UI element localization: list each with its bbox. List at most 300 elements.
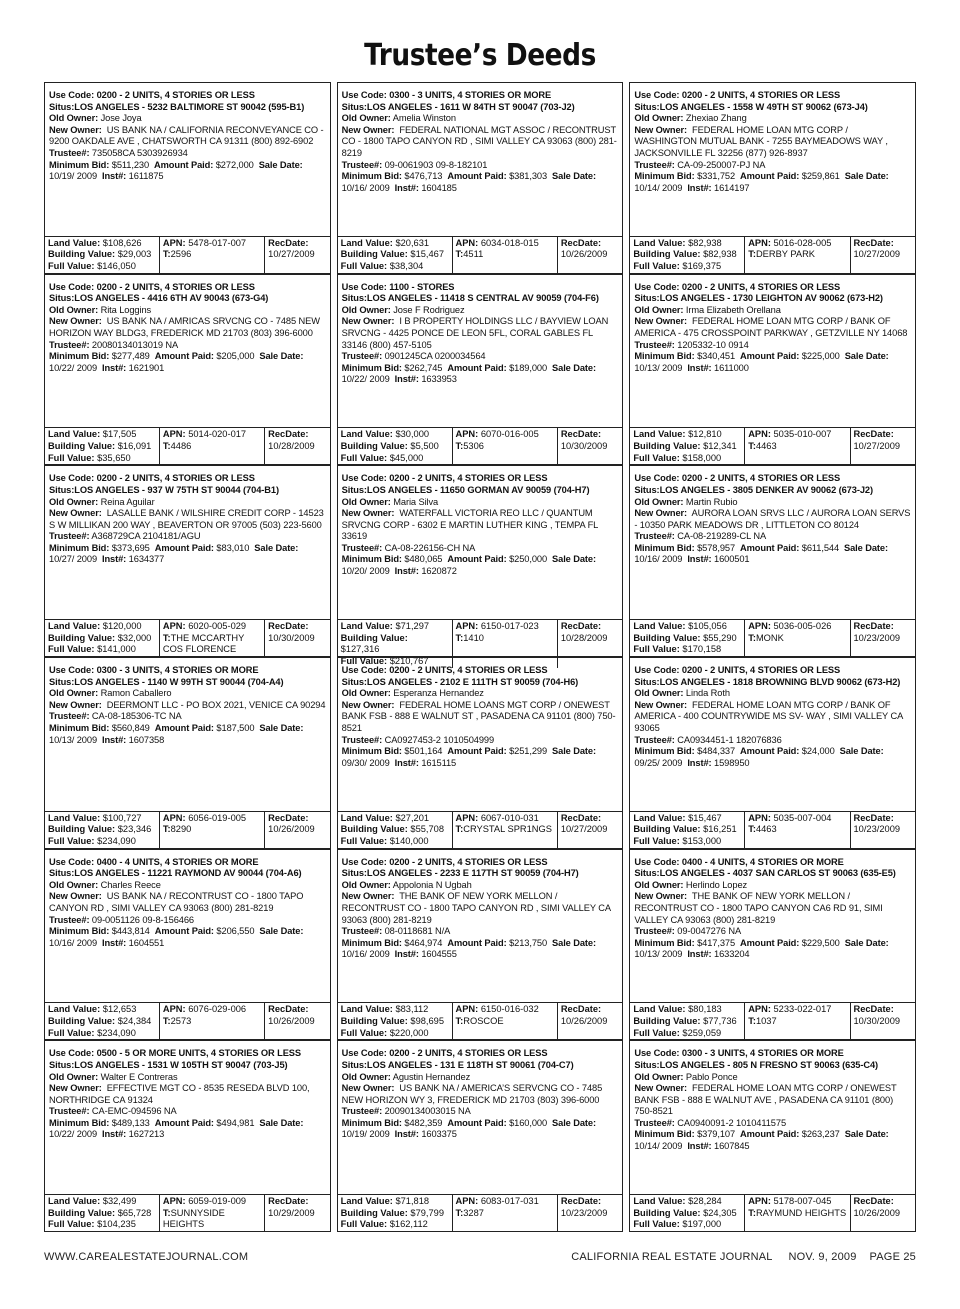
- tract-label: T:: [455, 1207, 464, 1218]
- min-bid-value: $560,849: [111, 722, 150, 733]
- recdate-label: RecDate:: [560, 1004, 602, 1015]
- new-owner-value: FEDERAL HOME LOAN MTG CORP / BANK OF AMERICA - 475 CROSSPOINT PARKWAY , GETZVILLE NY 14068: [634, 316, 908, 339]
- trustee-line: [634, 160, 911, 172]
- amount-paid-label: Amount Paid:: [447, 937, 507, 948]
- situs-line: [634, 293, 911, 305]
- old-owner-label: Old Owner:: [634, 113, 684, 124]
- old-owner-label: Old Owner:: [49, 496, 99, 507]
- full-value: $141,000: [97, 644, 136, 655]
- recdate-column: [850, 428, 915, 465]
- old-owner-value: Appolonia N Ugbah: [392, 879, 472, 890]
- inst-value: 1634377: [128, 554, 165, 565]
- old-owner-line: [634, 688, 911, 700]
- building-value: $55,708: [410, 824, 445, 835]
- new-owner-label: New Owner:: [341, 1083, 395, 1094]
- apn-column: [159, 1195, 264, 1232]
- amount-paid-value: $206,550: [216, 926, 255, 937]
- trustee-label: Trustee#:: [341, 1106, 383, 1117]
- deed-record: [337, 1040, 624, 1232]
- building-value-line: [633, 249, 741, 261]
- land-value-label: Land Value:: [48, 812, 101, 823]
- old-owner-label: Old Owner:: [341, 113, 391, 124]
- recdate-label-line: [268, 813, 326, 825]
- apn-value: 6150-016-032: [480, 1004, 539, 1015]
- land-value: $20,631: [395, 237, 430, 248]
- situs-line: [49, 868, 326, 880]
- new-owner-line: [342, 316, 619, 351]
- tract-value: 5306: [463, 440, 484, 451]
- new-owner-value: I B PROPERTY HOLDINGS LLC / BAYVIEW LOAN SRVCNG - 4425 PONCE DE LEON 5FL, CORAL GABLES FL 33146 (800) 457-5105: [341, 316, 609, 350]
- full-value-label: Full Value:: [340, 1027, 388, 1038]
- building-value-line: [48, 441, 156, 453]
- footer-website[interactable]: WWW.CAREALESTATEJOURNAL.COM: [44, 1251, 249, 1263]
- recdate-value-line: [561, 249, 619, 261]
- trustee-value: 09-0047276 NA: [677, 926, 742, 937]
- deed-record: [44, 465, 331, 657]
- sale-date-value: 10/27/ 2009: [49, 554, 98, 565]
- situs-value: LOS ANGELES - 805 N FRESNO ST 90063 (635-C4): [659, 1059, 879, 1070]
- new-owner-line: [49, 316, 326, 339]
- sale-date-value: 09/25/ 2009: [634, 757, 683, 768]
- situs-line: [634, 868, 911, 880]
- full-value-label: Full Value:: [340, 1219, 388, 1230]
- apn-column: [452, 237, 557, 274]
- old-owner-value: Walter E Contreras: [100, 1071, 178, 1082]
- recdate-column: [264, 1003, 329, 1040]
- new-owner-line: [49, 891, 326, 914]
- property-values: [338, 1002, 623, 1040]
- situs-value: LOS ANGELES - 2233 E 117TH ST 90059 (704-H7): [366, 868, 579, 879]
- recdate-value: 10/26/2009: [560, 249, 608, 260]
- full-value: $234,090: [97, 835, 136, 846]
- recdate-value-line: [561, 1208, 619, 1220]
- building-value-label: Building Value:: [48, 1015, 116, 1026]
- apn-value: 5178-007-045: [773, 1196, 832, 1206]
- recdate-label-line: [268, 429, 326, 441]
- situs-label: Situs:: [49, 293, 75, 304]
- old-owner-value: Agustin Hernandez: [392, 1071, 471, 1082]
- building-value-line: [341, 1208, 449, 1220]
- use-code-value: 1100 - STORES: [389, 281, 455, 292]
- old-owner-value: Jose Joya: [100, 113, 142, 124]
- land-value: $108,626: [102, 237, 142, 248]
- deed-record: [629, 274, 916, 466]
- apn-value: 6070-016-005: [480, 429, 539, 440]
- old-owner-label: Old Owner:: [49, 304, 99, 315]
- old-owner-label: Old Owner:: [341, 1071, 391, 1082]
- recdate-label-line: [854, 813, 912, 825]
- use-code-line: [342, 473, 619, 485]
- use-code-value: 0200 - 2 UNITS, 4 STORIES OR LESS: [96, 473, 255, 484]
- deed-record: [629, 657, 916, 849]
- tract-label: T:: [748, 1015, 756, 1026]
- trustee-value: 20090134003015 NA: [384, 1106, 471, 1117]
- amount-paid-value: $263,237: [801, 1129, 840, 1140]
- trustee-label: Trustee#:: [49, 147, 90, 158]
- new-owner-line: [49, 1083, 326, 1106]
- inst-label: Inst#:: [394, 757, 419, 768]
- apn-column: [159, 620, 264, 657]
- full-value-line: [48, 1219, 156, 1231]
- full-value: $220,000: [389, 1027, 429, 1038]
- building-value-label: Building Value:: [633, 1015, 701, 1026]
- new-owner-label: New Owner:: [634, 508, 688, 519]
- building-value-line: [633, 441, 741, 453]
- new-owner-line: [49, 508, 326, 531]
- tract-label: T:: [455, 632, 464, 643]
- situs-value: LOS ANGELES - 11650 GORMAN AV 90059 (704-H7): [366, 484, 590, 495]
- situs-label: Situs:: [49, 1059, 75, 1070]
- deed-details: [45, 850, 330, 1003]
- situs-label: Situs:: [634, 868, 660, 879]
- property-values: [45, 1194, 330, 1232]
- inst-value: 1614197: [714, 182, 750, 193]
- situs-line: [342, 677, 619, 689]
- situs-value: LOS ANGELES - 5232 BALTIMORE ST 90042 (595-B1): [74, 101, 305, 112]
- recdate-column: [557, 237, 622, 274]
- amount-paid-value: $83,010: [216, 542, 250, 553]
- recdate-column: [850, 237, 915, 274]
- use-code-value: 0200 - 2 UNITS, 4 STORIES OR LESS: [389, 665, 548, 675]
- deed-details: [45, 275, 330, 428]
- apn-label: APN:: [455, 1004, 479, 1015]
- land-value-line: [48, 1004, 156, 1016]
- apn-column: [744, 428, 849, 465]
- property-values: [45, 1002, 330, 1040]
- building-value-line: [48, 249, 156, 261]
- land-value-line: [341, 621, 449, 633]
- property-values: [630, 1002, 915, 1040]
- trustee-value: CA-08-226156-CH NA: [384, 542, 476, 553]
- land-value-line: [48, 238, 156, 250]
- tract-label: T:: [748, 1207, 756, 1218]
- recdate-value-line: [854, 633, 912, 645]
- inst-value: 1604185: [421, 182, 457, 193]
- full-value-line: [633, 1219, 741, 1231]
- land-value-line: [48, 1196, 156, 1208]
- new-owner-label: New Owner:: [341, 316, 395, 327]
- apn-value: 6083-017-031: [480, 1196, 539, 1206]
- recdate-column: [850, 1003, 915, 1040]
- building-value: $16,251: [703, 824, 737, 835]
- tract-label: T:: [748, 249, 756, 260]
- values-column: [338, 428, 452, 465]
- old-owner-label: Old Owner:: [49, 1071, 99, 1082]
- apn-label: APN:: [748, 1004, 771, 1015]
- building-value: $127,316: [340, 644, 380, 655]
- land-value-line: [633, 1196, 741, 1208]
- deed-details: [630, 658, 915, 811]
- recdate-value: 10/26/2009: [268, 824, 315, 835]
- old-owner-value: Pablo Ponce: [685, 1071, 738, 1082]
- tract-value: 2573: [170, 1015, 192, 1026]
- building-value-label: Building Value:: [48, 824, 116, 835]
- situs-value: LOS ANGELES - 937 W 75TH ST 90044 (704-B1): [74, 484, 279, 495]
- recdate-value: 10/27/2009: [853, 249, 901, 260]
- sale-date-label: Sale Date:: [259, 722, 304, 733]
- recdate-value-line: [268, 633, 326, 645]
- building-value-label: Building Value:: [340, 632, 408, 643]
- tract-label: T:: [455, 249, 464, 260]
- recdate-label: RecDate:: [268, 429, 309, 440]
- min-bid-value: $340,451: [697, 351, 736, 362]
- building-value-label: Building Value:: [633, 1207, 701, 1218]
- full-value: $35,650: [97, 452, 131, 463]
- use-code-line: [49, 1048, 326, 1060]
- full-value-label: Full Value:: [48, 1027, 95, 1038]
- tract-value: SUNNYSIDE HEIGHTS: [162, 1207, 225, 1230]
- deed-details: [338, 275, 623, 428]
- inst-value: 1621901: [128, 362, 165, 373]
- inst-label: Inst#:: [687, 1141, 712, 1152]
- use-code-value: 0500 - 5 OR MORE UNITS, 4 STORIES OR LESS: [96, 1048, 302, 1059]
- situs-line: [49, 485, 326, 497]
- use-code-label: Use Code:: [49, 856, 95, 867]
- inst-label: Inst#:: [101, 734, 127, 745]
- recdate-value: 10/23/2009: [853, 632, 901, 643]
- tract-label: T:: [162, 249, 171, 260]
- building-value: $79,799: [410, 1207, 445, 1218]
- land-value-line: [633, 813, 741, 825]
- situs-line: [342, 1060, 619, 1072]
- recdate-label: RecDate:: [853, 812, 894, 823]
- recdate-label: RecDate:: [853, 1004, 894, 1015]
- use-code-value: 0200 - 2 UNITS, 4 STORIES OR LESS: [681, 473, 841, 484]
- tract-line: [163, 1016, 261, 1028]
- apn-label: APN:: [162, 237, 186, 248]
- inst-value: 1620872: [421, 566, 457, 577]
- recdate-value-line: [268, 441, 326, 453]
- min-bid-label: Minimum Bid:: [341, 937, 402, 948]
- amount-paid-value: $205,000: [216, 351, 255, 362]
- sale-date-label: Sale Date:: [844, 937, 889, 948]
- full-value-label: Full Value:: [633, 644, 680, 655]
- apn-column: [744, 1003, 849, 1040]
- full-value-line: [48, 1028, 156, 1040]
- recdate-label: RecDate:: [560, 1196, 602, 1206]
- new-owner-label: New Owner:: [634, 124, 688, 135]
- full-value: $38,304: [389, 260, 424, 271]
- old-owner-value: Ramon Caballero: [100, 688, 172, 699]
- building-value-line: [633, 1208, 741, 1220]
- land-value-label: Land Value:: [48, 621, 101, 631]
- values-column: [630, 812, 744, 849]
- recdate-column: [264, 237, 329, 274]
- property-values: [630, 811, 915, 849]
- amount-paid-label: Amount Paid:: [740, 1129, 800, 1140]
- building-value: $55,290: [703, 632, 737, 643]
- bid-line: [49, 1118, 326, 1141]
- building-value-line: [48, 1208, 156, 1220]
- building-value-line: [48, 633, 156, 645]
- new-owner-value: DEERMONT LLC - PO BOX 2021, VENICE CA 90294: [106, 699, 326, 710]
- situs-label: Situs:: [49, 101, 75, 112]
- amount-paid-label: Amount Paid:: [154, 1117, 214, 1128]
- recdate-column: [264, 812, 329, 849]
- recdate-value-line: [561, 441, 619, 453]
- use-code-line: [342, 1048, 619, 1060]
- use-code-label: Use Code:: [341, 473, 387, 484]
- recdate-label-line: [268, 238, 326, 250]
- tract-label: T:: [162, 1015, 171, 1026]
- tract-line: [163, 441, 261, 453]
- tract-value: RAYMUND HEIGHTS: [755, 1207, 847, 1218]
- recdate-label-line: [561, 1196, 619, 1208]
- full-value-line: [633, 261, 741, 273]
- use-code-line: [634, 665, 911, 677]
- recdate-value: 10/27/2009: [268, 249, 315, 260]
- use-code-label: Use Code:: [49, 473, 95, 484]
- new-owner-label: New Owner:: [49, 124, 102, 135]
- use-code-line: [49, 665, 326, 677]
- use-code-value: 0200 - 2 UNITS, 4 STORIES OR LESS: [389, 856, 548, 867]
- recdate-label: RecDate:: [560, 812, 602, 823]
- new-owner-label: New Owner:: [634, 1083, 688, 1094]
- apn-label: APN:: [162, 621, 186, 631]
- apn-column: [159, 1003, 264, 1040]
- use-code-label: Use Code:: [634, 281, 680, 292]
- use-code-line: [634, 1048, 911, 1060]
- inst-value: 1627213: [128, 1129, 165, 1140]
- new-owner-label: New Owner:: [341, 508, 395, 519]
- land-value: $120,000: [102, 621, 142, 631]
- full-value-line: [633, 836, 741, 848]
- building-value-line: [341, 824, 449, 836]
- bid-line: [634, 1129, 911, 1152]
- use-code-line: [634, 90, 911, 102]
- full-value-label: Full Value:: [633, 452, 680, 463]
- sale-date-value: 10/13/ 2009: [634, 362, 683, 373]
- apn-line: [748, 813, 846, 825]
- recdate-label: RecDate:: [853, 621, 894, 631]
- land-value-label: Land Value:: [340, 1196, 393, 1206]
- old-owner-label: Old Owner:: [341, 496, 391, 507]
- deed-details: [338, 1041, 623, 1194]
- old-owner-line: [49, 880, 326, 892]
- situs-line: [342, 102, 619, 114]
- old-owner-value: Herlindo Lopez: [685, 879, 748, 890]
- bid-line: [342, 746, 619, 769]
- inst-value: 1611000: [714, 362, 749, 373]
- trustee-line: [49, 915, 326, 927]
- old-owner-label: Old Owner:: [634, 496, 684, 507]
- amount-paid-label: Amount Paid:: [154, 542, 214, 553]
- deed-details: [45, 658, 330, 811]
- deed-details: [338, 466, 623, 619]
- situs-line: [634, 485, 911, 497]
- full-value: $146,050: [97, 260, 136, 271]
- trustee-value: CA-EMC-094596 NA: [91, 1106, 177, 1117]
- use-code-line: [342, 857, 619, 869]
- situs-label: Situs:: [341, 101, 367, 112]
- use-code-line: [49, 90, 326, 102]
- tract-value: 4463: [755, 824, 777, 835]
- inst-value: 1615115: [421, 757, 457, 768]
- recdate-value-line: [561, 1016, 619, 1028]
- amount-paid-value: $229,500: [801, 937, 840, 948]
- deed-record: [629, 849, 916, 1041]
- amount-paid-value: $189,000: [509, 362, 548, 373]
- inst-value: 1598950: [714, 757, 750, 768]
- recdate-label-line: [854, 1196, 912, 1208]
- tract-label: T:: [748, 440, 756, 451]
- land-value: $32,499: [102, 1196, 137, 1206]
- new-owner-value: US BANK NA / CALIFORNIA RECONVEYANCE CO - 9200 OAKDALE AVE , CHATSWORTH CA 91311 (800) 892-6902: [49, 124, 324, 147]
- tract-label: T:: [162, 1207, 171, 1218]
- property-values: [338, 236, 623, 274]
- trustee-value: 1205332-10 0914: [677, 339, 749, 350]
- amount-paid-label: Amount Paid:: [154, 722, 214, 733]
- recdate-label-line: [268, 1004, 326, 1016]
- recdate-label-line: [854, 621, 912, 633]
- full-value: $169,375: [682, 260, 722, 271]
- full-value: $259,059: [682, 1027, 722, 1038]
- apn-line: [456, 429, 554, 441]
- values-column: [45, 1195, 159, 1232]
- building-value-label: Building Value:: [633, 632, 701, 643]
- new-owner-label: New Owner:: [341, 699, 395, 710]
- sale-date-value: 10/20/ 2009: [341, 566, 390, 577]
- situs-value: LOS ANGELES - 1730 LEIGHTON AV 90062 (673-H2): [659, 293, 883, 304]
- footer-publication: CALIFORNIA REAL ESTATE JOURNAL NOV. 9, 2009 PAGE 25: [571, 1251, 916, 1263]
- old-owner-line: [342, 1072, 619, 1084]
- new-owner-value: THE BANK OF NEW YORK MELLON / RECONTRUST CO - 1800 TAPO CANYON RD , SIMI VALLEY CA 93063 (800) 281-8219: [341, 891, 611, 925]
- values-column: [630, 1003, 744, 1040]
- amount-paid-value: $187,500: [216, 722, 255, 733]
- deed-record: [629, 1040, 916, 1232]
- land-value-line: [633, 1004, 741, 1016]
- sale-date-value: 10/19/ 2009: [49, 171, 98, 182]
- building-value: $77,736: [703, 1015, 737, 1026]
- old-owner-line: [634, 880, 911, 892]
- property-values: [338, 619, 623, 666]
- use-code-value: 0200 - 2 UNITS, 4 STORIES OR LESS: [681, 90, 841, 100]
- recdate-column: [850, 1195, 915, 1232]
- sale-date-value: 10/14/ 2009: [634, 1141, 683, 1152]
- recdate-column: [264, 620, 329, 657]
- apn-value: 5036-005-026: [773, 621, 832, 631]
- new-owner-label: New Owner:: [49, 508, 102, 519]
- use-code-line: [49, 282, 326, 294]
- land-value-line: [633, 429, 741, 441]
- use-code-label: Use Code:: [634, 473, 680, 484]
- land-value-label: Land Value:: [633, 621, 686, 631]
- use-code-label: Use Code:: [49, 1048, 95, 1059]
- building-value: $12,341: [703, 440, 737, 451]
- new-owner-line: [634, 316, 911, 339]
- building-value: $32,000: [117, 632, 152, 643]
- situs-label: Situs:: [49, 676, 75, 687]
- inst-label: Inst#:: [394, 566, 419, 577]
- values-column: [338, 812, 452, 849]
- apn-line: [748, 1004, 846, 1016]
- apn-line: [456, 1004, 554, 1016]
- full-value: $104,235: [97, 1219, 136, 1230]
- trustee-value: 09-0061903 09-8-182101: [384, 159, 488, 170]
- full-value-label: Full Value:: [48, 644, 95, 655]
- land-value-label: Land Value:: [48, 429, 101, 440]
- apn-value: 5016-028-005: [773, 237, 832, 248]
- tract-value: 3287: [463, 1207, 484, 1218]
- building-value: $16,091: [117, 440, 152, 451]
- new-owner-label: New Owner:: [49, 316, 102, 327]
- use-code-line: [342, 90, 619, 102]
- property-values: [630, 619, 915, 657]
- min-bid-value: $489,133: [111, 1117, 150, 1128]
- situs-line: [342, 293, 619, 305]
- recdate-value: 10/30/2009: [560, 440, 608, 451]
- new-owner-value: US BANK NA / RECONTRUST CO - 1800 TAPO CANYON RD , SIMI VALLEY CA 93063 (800) 281-8219: [49, 891, 304, 914]
